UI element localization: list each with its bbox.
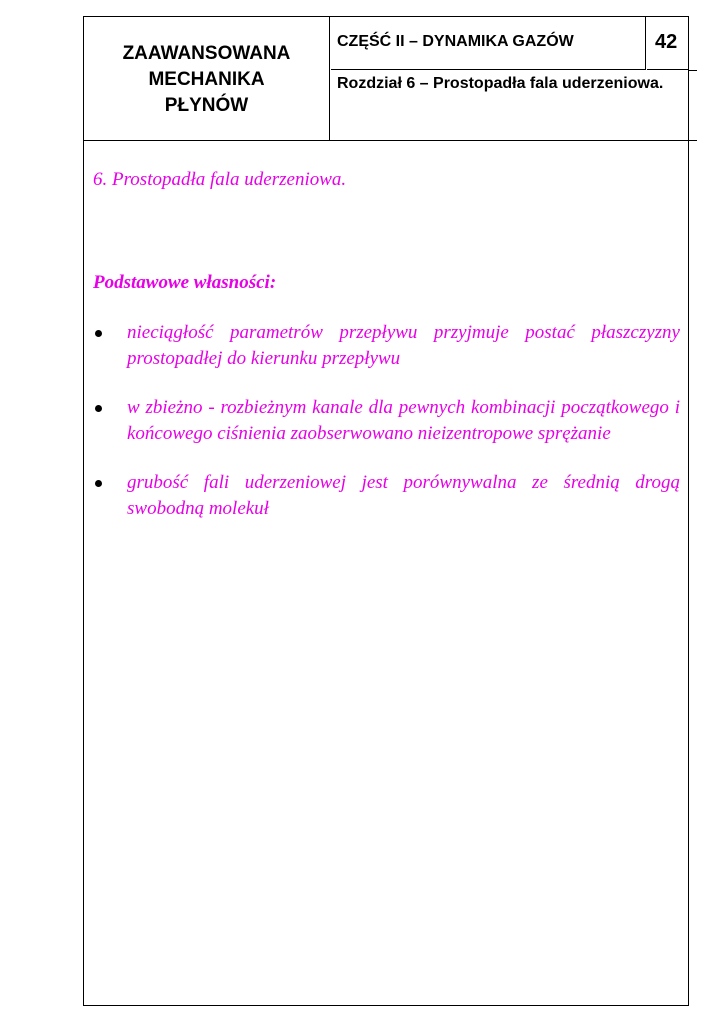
list-item-text: grubość fali uderzeniowej jest porównywalna ze średnią drogą swobodną molekuł <box>127 472 680 519</box>
book-title: ZAAWANSOWANA MECHANIKA PŁYNÓW <box>84 17 330 140</box>
header-table <box>84 17 688 141</box>
document-body <box>93 167 680 545</box>
list-item <box>93 320 680 372</box>
subheading: Podstawowe własności: <box>93 272 277 293</box>
header-bottom-rule-extension <box>689 140 697 141</box>
page-frame <box>83 16 689 1006</box>
list-item-text: w zbieżno - rozbieżnym kanale dla pewnych kombinacji początkowego i końcowego ciśnienia zaobserwowano nieizentropowe sprężanie <box>127 397 680 444</box>
section-title: 6. Prostopadła fala uderzeniowa. <box>93 169 347 190</box>
part-title: CZĘŚĆ II – DYNAMIKA GAZÓW <box>331 17 646 70</box>
header-rule-extension <box>689 70 697 71</box>
chapter-title: Rozdział 6 – Prostopadła fala uderzeniowa. <box>337 75 664 92</box>
bullet-icon <box>95 480 102 487</box>
properties-list <box>93 320 680 522</box>
page-number: 42 <box>647 17 689 70</box>
list-item-text: nieciągłość parametrów przepływu przyjmuje postać płaszczyzny prostopadłej do kierunku przepływu <box>127 322 680 369</box>
bullet-icon <box>95 405 102 412</box>
bullet-icon <box>95 330 102 337</box>
list-item <box>93 470 680 522</box>
list-item <box>93 395 680 447</box>
